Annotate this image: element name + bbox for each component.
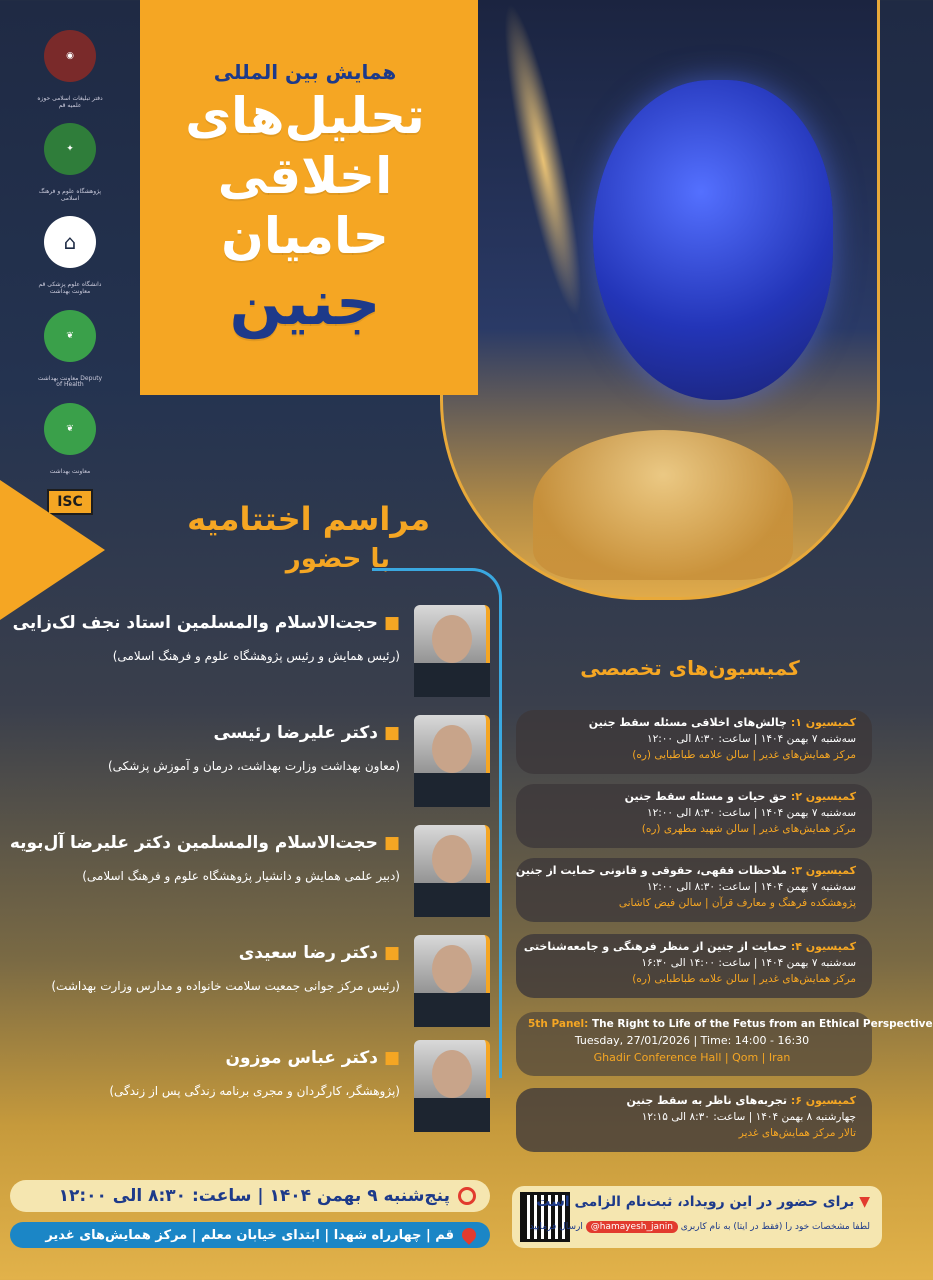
event-date: پنج‌شنبه ۹ بهمن ۱۴۰۴ | ساعت: ۸:۳۰ الی ۱۲:۰۰ [58, 1186, 450, 1206]
speaker-name: دکتر عباس موزون [225, 1048, 378, 1068]
commission-card [516, 1088, 872, 1152]
commission-place: مرکز همایش‌های غدیر | سالن شهید مطهری (ره) [641, 823, 856, 835]
logo-caption-4: معاونت بهداشت Deputy of Health [37, 374, 103, 389]
health-network-icon: ❦ [44, 403, 96, 455]
location-pin-icon [459, 1225, 479, 1245]
fetus-illustration-panel [440, 0, 880, 600]
title-line-2: اخلاقی [217, 147, 393, 205]
bullet-icon: ■ [383, 833, 400, 853]
isc-logo: ISC [47, 489, 93, 515]
commission-card [516, 784, 872, 848]
event-address-bar [10, 1222, 490, 1248]
speaker-name: حجت‌الاسلام والمسلمین دکتر علیرضا آل‌بویه [9, 833, 378, 853]
speaker-name: دکتر علیرضا رئیسی [213, 723, 378, 743]
title-line-1: تحلیل‌های [185, 87, 425, 145]
commission-time: سه‌شنبه ۷ بهمن ۱۴۰۴ | ساعت: ۸:۳۰ الی ۱۲:۰۰ [646, 733, 856, 745]
fetus-image [593, 80, 833, 400]
logo-caption-2: پژوهشگاه علوم و فرهنگ اسلامی [38, 188, 102, 202]
speaker-role: (پژوهشگر، کارگردان و مجری برنامه زندگی پس از زندگی) [109, 1084, 400, 1098]
commission-place: تالار مرکز همایش‌های غدیر [738, 1127, 856, 1139]
title-line-3: حامیان [221, 207, 389, 265]
decorative-triangle [0, 480, 105, 620]
speaker-role: (رئیس مرکز جوانی جمعیت سلامت خانواده و مدارس وزارت بهداشت) [51, 979, 400, 993]
commission-label: کمیسیون ۲: [790, 790, 856, 803]
commission-place: مرکز همایش‌های غدیر | سالن علامه طباطبایی (ره) [632, 973, 856, 985]
eitaa-handle[interactable]: hamayesh_janin@ [586, 1221, 678, 1233]
speaker-name: حجت‌الاسلام والمسلمین استاد نجف لک‌زایی [12, 613, 378, 633]
title-block [140, 0, 478, 395]
sponsor-logos [37, 30, 103, 515]
health-deputy-icon: ❦ [44, 310, 96, 362]
speaker-4 [20, 935, 490, 1035]
conference-subtitle: همایش بین المللی [213, 60, 397, 84]
event-address: قم | چهارراه شهدا | ابتدای خیابان معلم | مرکز همایش‌های غدیر [45, 1227, 454, 1243]
bullet-icon: ■ [383, 613, 400, 633]
research-institute-icon: ✦ [44, 123, 96, 175]
logo-caption-5: معاونت بهداشت [49, 467, 91, 475]
commission-title: ملاحظات فقهی، حقوقی و قانونی حمایت از جنین [515, 864, 787, 877]
speaker-photo [414, 605, 490, 697]
commission-title: The Right to Life of the Fetus from an Ethical Perspective [592, 1018, 933, 1030]
ceremony-heading [170, 500, 430, 574]
speaker-photo [414, 935, 490, 1027]
commission-time: سه‌شنبه ۷ بهمن ۱۴۰۴ | ساعت: ۱۴:۰۰ الی ۱۶:۳۰ [641, 957, 856, 969]
title-line-4: جنین [229, 266, 381, 339]
speaker-name: دکتر رضا سعیدی [238, 943, 378, 963]
speaker-1 [12, 605, 490, 705]
commission-label: 5th Panel: [528, 1018, 589, 1030]
ceremony-title: مراسم اختتامیه [187, 500, 430, 538]
bullet-icon: ■ [383, 723, 400, 743]
commission-title: حمایت از جنین از منظر فرهنگی و جامعه‌شناختی [523, 940, 787, 953]
commission-place: مرکز همایش‌های غدیر | سالن علامه طباطبایی (ره) [632, 749, 856, 761]
commission-place: Ghadir Conference Hall | Qom | Iran [593, 1051, 791, 1064]
commission-label: کمیسیون ۶: [790, 1094, 856, 1107]
speaker-2 [20, 715, 490, 815]
bullet-icon: ■ [383, 943, 400, 963]
commission-time: چهارشنبه ۸ بهمن ۱۴۰۴ | ساعت: ۸:۳۰ الی ۱۲:۱۵ [641, 1111, 856, 1123]
conference-emblem-icon: ◉ [44, 30, 96, 82]
speaker-role: (رئیس همایش و رئیس پژوهشگاه علوم و فرهنگ اسلامی) [112, 649, 400, 663]
commission-card [516, 710, 872, 774]
speaker-role: (معاون بهداشت وزارت بهداشت، درمان و آموزش پزشکی) [108, 759, 400, 773]
speaker-photo [414, 715, 490, 807]
commission-card [516, 934, 872, 998]
commission-label: کمیسیون ۳: [790, 864, 856, 877]
commission-title: حق حیات و مسئله سقط جنین [624, 790, 787, 803]
registration-notice: برای حضور در این رویداد، ثبت‌نام الزامی است [536, 1194, 855, 1210]
ceremony-subtitle: با حضور [285, 544, 390, 574]
speaker-photo [414, 825, 490, 917]
light-trail [490, 0, 596, 321]
commission-card-english [516, 1012, 933, 1076]
logo-caption-3: دانشگاه علوم پزشکی قم معاونت بهداشت [38, 281, 102, 295]
commission-label: کمیسیون ۴: [790, 940, 856, 953]
university-icon: ⌂ [44, 216, 96, 268]
registration-instruction: لطفا مشخصات خود را (فقط در ایتا) به نام کاربری [680, 1222, 870, 1232]
commissions-heading: کمیسیون‌های تخصصی [580, 656, 800, 680]
registration-box [512, 1186, 882, 1248]
registration-instruction-end: ارسال فرمایید [529, 1222, 583, 1232]
hands-image [533, 430, 793, 580]
speaker-photo [414, 1040, 490, 1132]
clock-icon [458, 1187, 476, 1205]
commission-place: پژوهشکده فرهنگ و معارف قرآن | سالن فیض کاشانی [618, 897, 856, 909]
commission-card [516, 858, 872, 922]
bullet-icon: ■ [383, 1048, 400, 1068]
event-date-bar [10, 1180, 490, 1212]
speaker-role: (دبیر علمی همایش و دانشیار پژوهشگاه علوم و فرهنگ اسلامی) [82, 869, 400, 883]
commission-title: چالش‌های اخلاقی مسئله سقط جنین [588, 716, 787, 729]
commission-time: Tuesday, 27/01/2026 | Time: 14:00 - 16:30 [574, 1034, 810, 1047]
triangle-down-icon: ▼ [859, 1194, 870, 1210]
logo-caption-1: دفتر تبلیغات اسلامی حوزه علمیه قم [37, 95, 103, 109]
commission-time: سه‌شنبه ۷ بهمن ۱۴۰۴ | ساعت: ۸:۳۰ الی ۱۲:۰۰ [646, 881, 856, 893]
commission-label: کمیسیون ۱: [790, 716, 856, 729]
speaker-5 [20, 1040, 490, 1140]
commission-title: تجربه‌های ناظر به سقط جنین [626, 1094, 787, 1107]
speaker-3 [9, 825, 490, 925]
commission-time: سه‌شنبه ۷ بهمن ۱۴۰۴ | ساعت: ۸:۳۰ الی ۱۲:۰۰ [646, 807, 856, 819]
